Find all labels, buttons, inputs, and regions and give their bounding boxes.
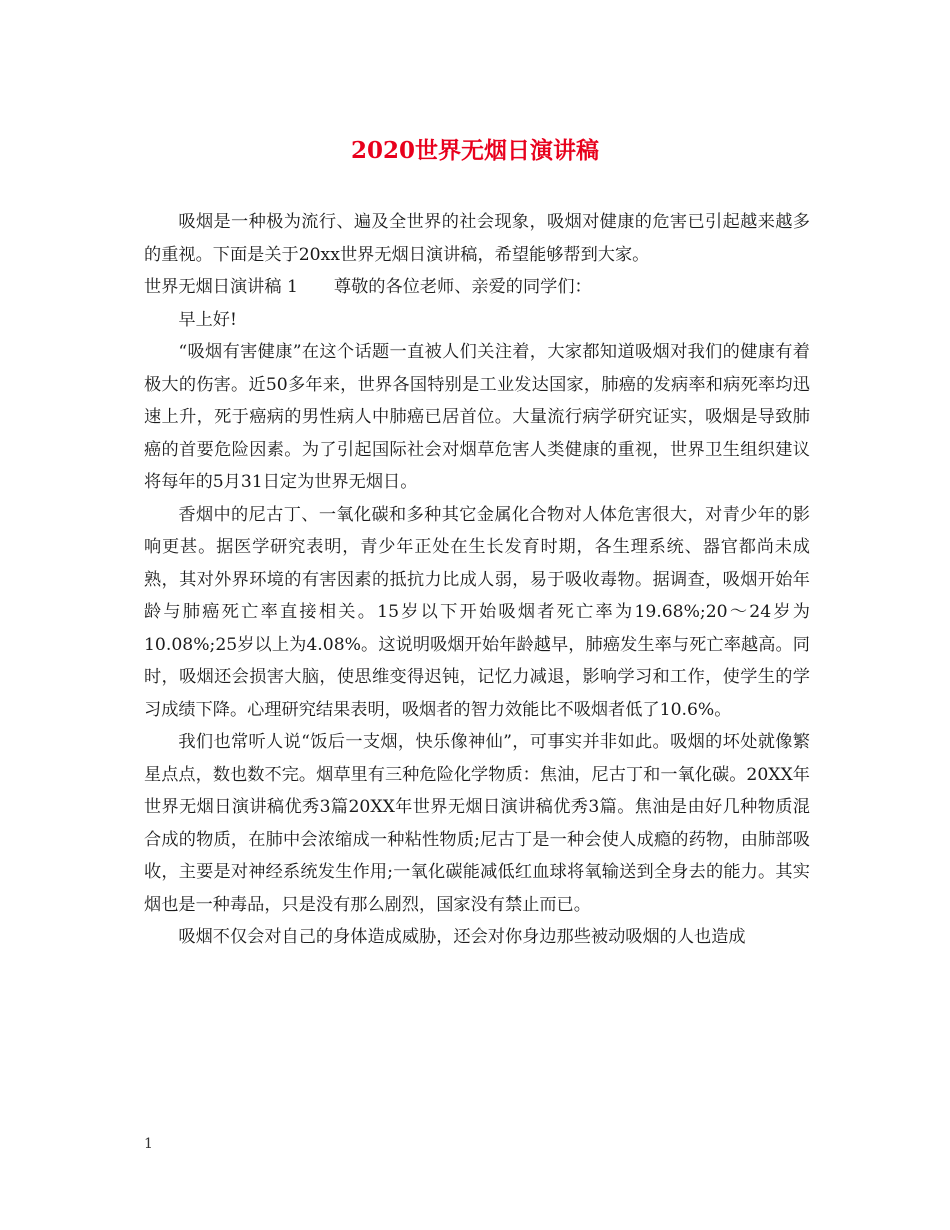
intro-paragraph: 吸烟是一种极为流行、遍及全世界的社会现象，吸烟对健康的危害已引起越来越多的重视。下面是关于20xx世界无烟日演讲稿，希望能够帮到大家。 — [144, 212, 810, 265]
speech-heading-line — [144, 271, 810, 304]
page-number: 1 — [144, 1136, 153, 1152]
document-body — [144, 206, 810, 954]
body-paragraph: 我们也常听人说“饭后一支烟，快乐像神仙”，可事实并非如此。吸烟的坏处就像繁星点点，数也数不完。烟草里有三种危险化学物质：焦油，尼古丁和一氧化碳。20XX年世界无烟日演讲稿优秀3篇20XX年世界无烟日演讲稿优秀3篇。焦油是由好几种物质混合成的物质，在肺中会浓缩成一种粘性物质;尼古丁是一种会使人成瘾的药物，由肺部吸收，主要是对神经系统发生作用;一氧化碳能减低红血球将氧输送到全身去的能力。其实烟也是一种毒品，只是没有那么剧烈，国家没有禁止而已。 — [144, 732, 810, 915]
document-title: 2020世界无烟日演讲稿 — [350, 137, 599, 164]
salutation: 尊敬的各位老师、亲爱的同学们： — [333, 277, 592, 297]
body-paragraph: 吸烟不仅会对自己的身体造成威胁，还会对你身边那些被动吸烟的人也造成 — [178, 927, 746, 947]
greeting: 早上好! — [178, 309, 237, 330]
body-paragraph: “吸烟有害健康”在这个话题一直被人们关注着，大家都知道吸烟对我们的健康有着极大的伤害。近50多年来，世界各国特别是工业发达国家，肺癌的发病率和病死率均迅速上升，死于癌病的男性病人中肺癌已居首位。大量流行病学研究证实，吸烟是导致肺癌的首要危险因素。为了引起国际社会对烟草危害人类健康的重视，世界卫生组织建议将每年的5月31日定为世界无烟日。 — [144, 342, 810, 492]
body-paragraph: 香烟中的尼古丁、一氧化碳和多种其它金属化合物对人体危害很大，对青少年的影响更甚。据医学研究表明，青少年正处在生长发育时期，各生理系统、器官都尚未成熟，其对外界环境的有害因素的抵抗力比成人弱，易于吸收毒物。据调查，吸烟开始年龄与肺癌死亡率直接相关。15岁以下开始吸烟者死亡率为19.68%;20～24岁为10.08%;25岁以上为4.08%。这说明吸烟开始年龄越早，肺癌发生率与死亡率越高。同时，吸烟还会损害大脑，使思维变得迟钝，记忆力减退，影响学习和工作，使学生的学习成绩下降。心理研究结果表明，吸烟者的智力效能比不吸烟者低了10.6%。 — [144, 504, 810, 720]
speech-heading: 世界无烟日演讲稿 1 — [144, 277, 298, 297]
